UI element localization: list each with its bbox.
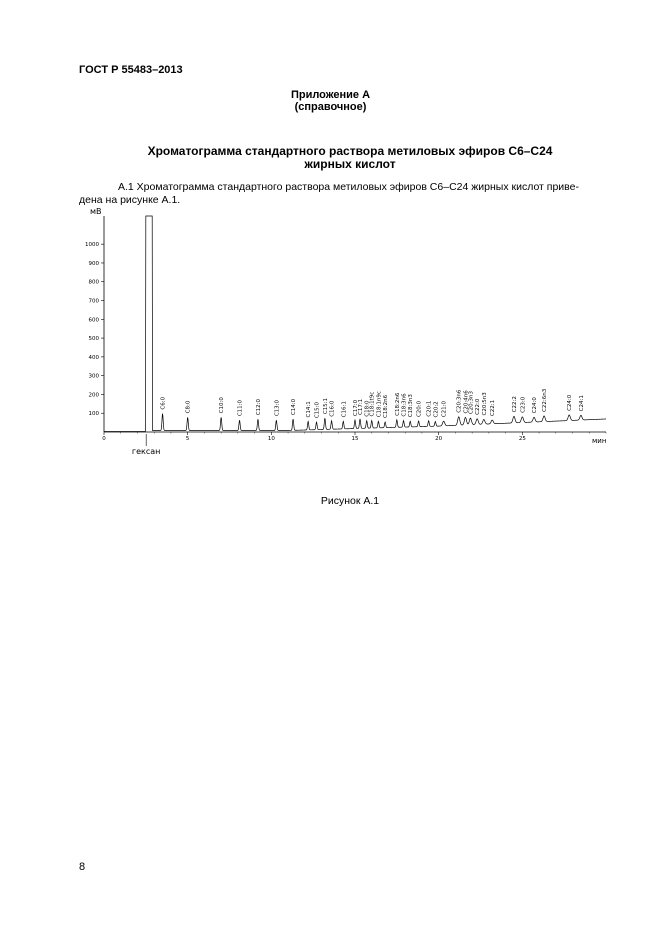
y-tick-label: 800 — [88, 279, 99, 286]
peak-label: C6:0 — [160, 396, 167, 410]
peak-label: C18:3n6 — [401, 393, 408, 417]
peak-label: C23:0 — [520, 396, 527, 413]
section-title-line1: Хроматограмма стандартного раствора метиловых эфиров С6–С24 — [147, 144, 553, 158]
figure-caption: Рисунок А.1 — [320, 495, 380, 507]
y-tick-label: 700 — [88, 298, 99, 305]
peak-label: C17:1 — [358, 398, 365, 416]
y-tick-label: 500 — [88, 336, 99, 343]
peak-label: C8:0 — [185, 400, 192, 414]
y-tick-label: 300 — [88, 373, 99, 380]
page-number: 8 — [79, 861, 86, 873]
peak-label: C16:0 — [329, 400, 336, 417]
peak-label: C20:4n6 — [463, 390, 470, 414]
y-tick-label: 1000 — [85, 242, 99, 249]
peak-label: C22:0 — [475, 398, 482, 415]
document-header: ГОСТ Р 55483–2013 — [79, 64, 183, 76]
peak-label: C20:1 — [426, 400, 433, 417]
peak-label: C18:2n6 — [383, 394, 390, 419]
chromatogram-trace — [104, 216, 606, 431]
peak-label: C20:2 — [433, 401, 440, 418]
y-tick-label: 400 — [88, 354, 99, 361]
peak-label: C24:0 — [567, 394, 574, 411]
x-tick-label: 25 — [518, 436, 526, 442]
y-axis-label: мВ — [90, 207, 102, 216]
x-tick-label: 10 — [267, 436, 275, 442]
peak-label: C17:0 — [353, 399, 359, 417]
peak-label: C24:1 — [578, 395, 585, 412]
peak-label: C22:1 — [490, 399, 497, 417]
paragraph-line2: дена на рисунке А.1. — [79, 194, 181, 206]
peak-label: C21:0 — [441, 400, 448, 418]
paragraph-line1: А.1 Хроматограмма стандартного раствора метиловых эфиров С6–С24 жирных кислот приве- — [118, 181, 579, 193]
peak-label: C14:1 — [306, 401, 313, 418]
y-tick-label: 200 — [88, 392, 99, 399]
peak-label: C15:0 — [314, 401, 321, 419]
peak-label: C24:0 — [532, 397, 539, 414]
appendix-subtitle: (справочное) — [294, 101, 367, 113]
peak-label: C18:0 — [364, 400, 371, 417]
peak-label: C20:3n3 — [468, 390, 475, 415]
peak-label: C22:6n3 — [542, 388, 549, 412]
solvent-label: гексан — [131, 447, 161, 456]
peak-label: C15:1 — [322, 397, 329, 415]
section-title-line2: жирных кислот — [304, 157, 396, 171]
peak-label: C10:0 — [219, 397, 226, 414]
peak-label: C18:1n9c — [376, 391, 383, 418]
peak-label: C12:0 — [255, 399, 262, 416]
peak-label: C20:3n6 — [456, 389, 463, 413]
peak-label: C13:0 — [274, 399, 281, 417]
y-tick-label: 100 — [88, 411, 99, 418]
peak-label: C14:0 — [291, 398, 298, 416]
x-tick-label: 15 — [351, 436, 359, 442]
peak-label: C20:0 — [416, 400, 423, 418]
peak-label: C16:1 — [341, 401, 348, 418]
peak-label: C18:1t9c — [369, 391, 376, 417]
peak-label: C20:5n3 — [481, 392, 488, 416]
x-axis-label: мин — [592, 437, 607, 445]
appendix-title: Приложение А — [290, 89, 371, 101]
y-tick-label: 900 — [88, 260, 99, 267]
peak-label: C18:3n3 — [408, 394, 415, 418]
x-tick-label: 0 — [102, 436, 106, 442]
peak-label: C11:0 — [237, 399, 244, 417]
y-tick-label: 600 — [88, 317, 99, 324]
x-tick-label: 20 — [435, 436, 443, 442]
x-tick-label: 5 — [185, 436, 190, 442]
peak-label: C18:2n6 — [394, 392, 401, 416]
peak-label: C22:2 — [511, 396, 518, 413]
